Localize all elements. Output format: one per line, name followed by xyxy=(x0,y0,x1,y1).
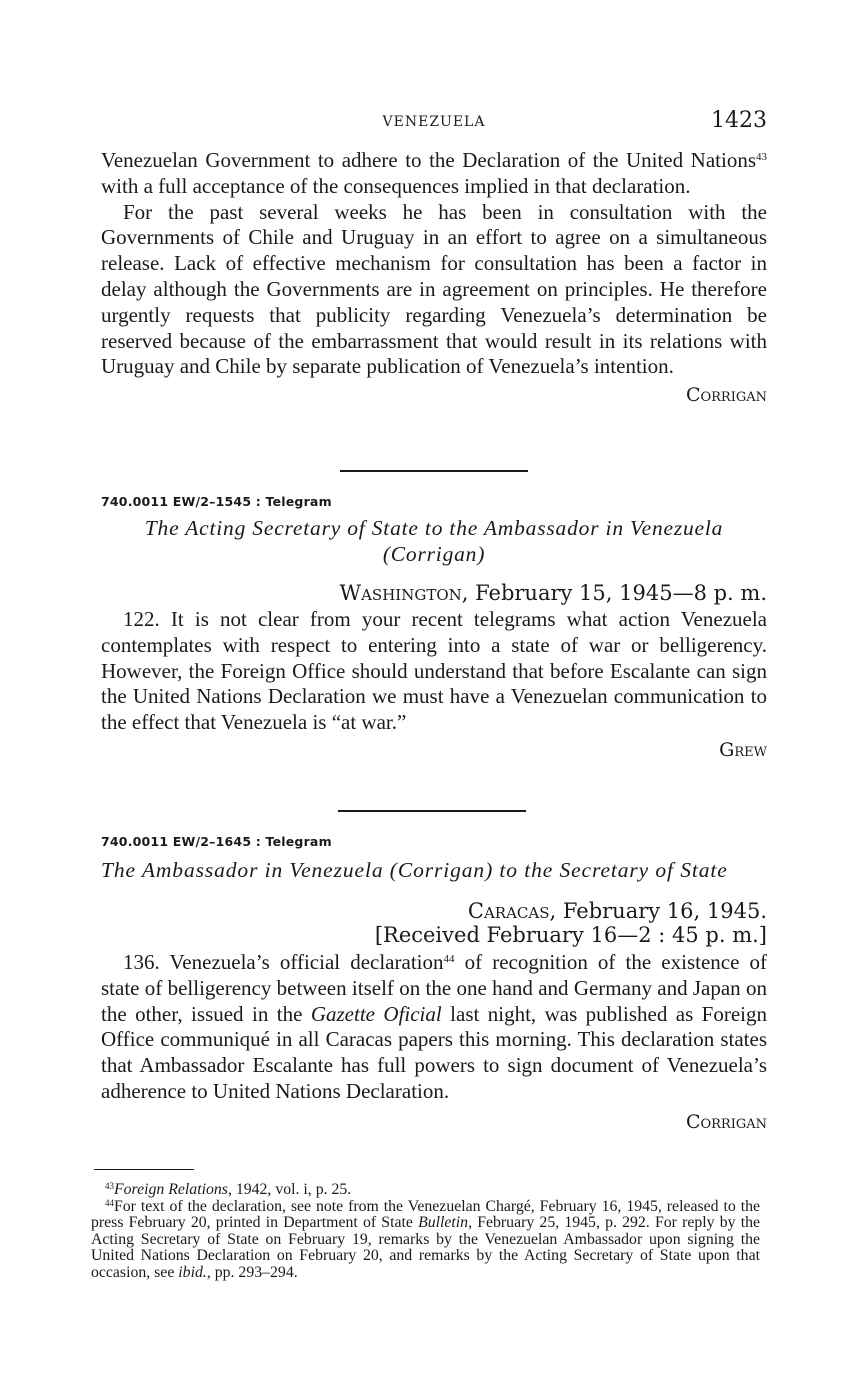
footnote-text: , February 25, 1945, p. 292. For reply by the Acting Secretary of State on February 19, remarks by the Venezuelan Ambassador upon signing the United Nations Declaration on February 20, and remarks by the Acting Secretary of State upon that occasion, see xyxy=(91,1214,760,1281)
gazette-title: Gazette Oficial xyxy=(310,1001,442,1026)
document-title: The Ambassador in Venezuela (Corrigan) to the Secretary of State xyxy=(101,858,728,882)
document-122 xyxy=(101,494,767,761)
footnote-number: 43 xyxy=(105,1181,114,1191)
footnote-italic: Foreign Relations xyxy=(114,1181,228,1198)
footnote-text: For text of the declaration, see note from the Venezuelan Chargé, February 16, 1945, released to the press February 20, printed in Department of State xyxy=(91,1197,760,1232)
footnote-text: , 1942, vol. i, p. 25. xyxy=(227,1181,352,1198)
paragraph-text: with a full acceptance of the consequences implied in that declaration. xyxy=(101,173,691,198)
dateline-place: Washington xyxy=(339,581,462,605)
continued-section xyxy=(101,148,767,406)
footnote-number: 44 xyxy=(105,1197,114,1208)
footnote-44 xyxy=(91,1199,760,1282)
paragraph-text: 136. Venezuela’s official declaration xyxy=(123,950,444,974)
dateline-date: , February 16, 1945. xyxy=(549,899,767,923)
footnote-divider xyxy=(94,1169,194,1170)
telegram-body xyxy=(101,950,767,1105)
signature-corrigan-1: Corrigan xyxy=(685,384,767,407)
footnote-italic: Bulletin xyxy=(418,1214,469,1232)
document-title: The Acting Secretary of State to the Ambassador in Venezuela xyxy=(144,516,724,540)
received-line: [Received February 16—2 : 45 p. m.] xyxy=(374,923,767,947)
paragraph-text: last night, was published as Foreign Office communiqué in all Caracas papers this morning. This declaration states that Ambassador Escalante has full powers to sign document of Venezuela’s adherence to United Nations Declaration. xyxy=(101,1001,767,1103)
consultation-paragraph: For the past several weeks he has been in consultation with the Governments of Chile and Uruguay in an effort to agree on a simultaneous release. Lack of effective mechanism for consultation has been a factor in delay although the Governments are in agreement on principles. He therefore urgently requests that publicity regarding Venezuela’s determination be reserved because of the embarrassment that would result in its relations with Uruguay and Chile by separate publication of Venezuela’s intention. xyxy=(101,199,767,379)
document-136 xyxy=(101,834,767,1133)
running-head: VENEZUELA xyxy=(382,114,486,130)
dateline xyxy=(101,581,767,605)
document-file-id: 740.0011 EW/2–1545 : Telegram xyxy=(101,494,332,509)
page-number: 1423 xyxy=(711,108,767,133)
footnote-43 xyxy=(91,1182,760,1199)
footnote-ref-44: 44 xyxy=(443,953,455,965)
dateline xyxy=(101,899,767,923)
signature-grew: Grew xyxy=(719,738,767,761)
telegram-body: 122. It is not clear from your recent telegrams what action Venezuela contemplates with respect to entering into a state of war or belligerency. However, the Foreign Office should understand that before Escalante can sign the United Nations Declaration we must have a Venezuelan communication to the effect that Venezuela is “at war.” xyxy=(101,607,767,735)
section-divider xyxy=(340,470,528,472)
continued-paragraph xyxy=(101,148,767,200)
document-title-continued: (Corrigan) xyxy=(382,542,486,566)
signature-corrigan-2: Corrigan xyxy=(685,1110,767,1133)
footnote-italic: ibid. xyxy=(178,1263,207,1281)
page-header xyxy=(101,108,767,138)
paragraph-text: of recognition of the existence of state of belligerency between itself on the one hand and Germany and Japan on the other, issued in the xyxy=(101,950,768,1026)
footnote-ref-43: 43 xyxy=(756,151,767,163)
footnote-text: , pp. 293–294. xyxy=(206,1263,298,1281)
section-divider xyxy=(338,810,526,812)
paragraph-text: Venezuelan Government to adhere to the Declaration of the United Nations xyxy=(101,148,756,172)
dateline-date: , February 15, 1945—8 p. m. xyxy=(461,581,767,605)
footnotes xyxy=(91,1182,760,1282)
dateline-place: Caracas xyxy=(467,899,550,923)
document-file-id: 740.0011 EW/2–1645 : Telegram xyxy=(101,834,332,849)
